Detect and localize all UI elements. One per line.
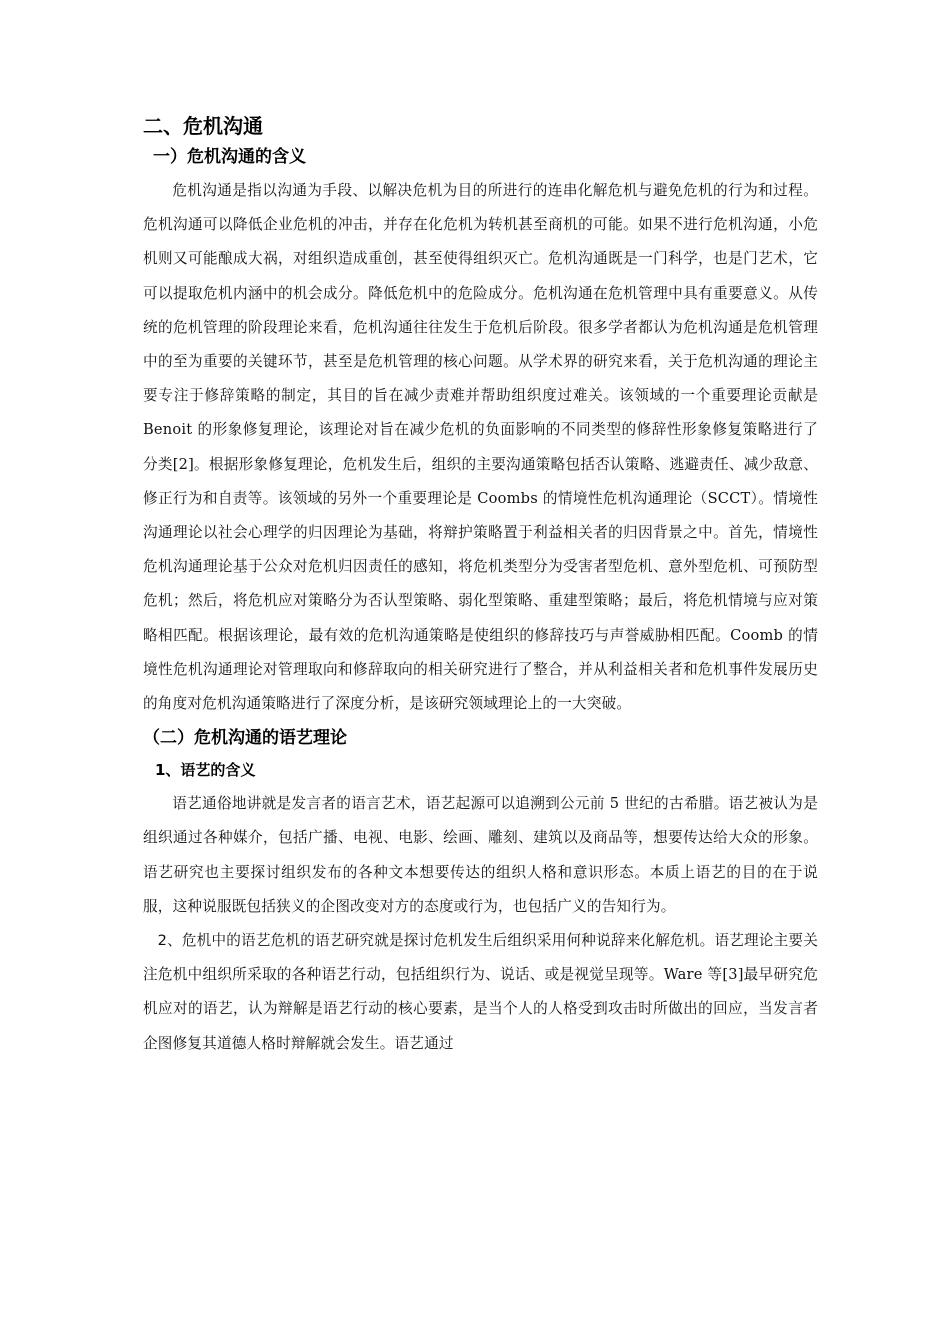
subsection-title-2: （二）危机沟通的语艺理论 (143, 728, 347, 749)
subsubsection-title-1: 1、语艺的含义 (155, 761, 256, 780)
paragraph-crisis-communication: 危机沟通是指以沟通为手段、以解决危机为目的所进行的连串化解危机与避免危机的行为和过程。危机沟通可以降低企业危机的冲击，并存在化危机为转机甚至商机的可能。如果不进行危机沟通，小危机则又可能酿成大祸，对组织造成重创，甚至使得组织灭亡。危机沟通既是一门科学，也是门艺术，它可以提取危机内涵中的机会成分。降低危机中的危险成分。危机沟通在危机管理中具有重要意义。从传统的危机管理的阶段理论来看，危机沟通往往发生于危机后阶段。很多学者都认为危机沟通是危机管理中的至为重要的关键环节，甚至是危机管理的核心问题。从学术界的研究来看，关于危机沟通的理论主要专注于修辞策略的制定，其目的旨在减少责难并帮助组织度过难关。该领域的一个重要理论贡献是 Benoit 的形象修复理论，该理论对旨在减少危机的负面影响的不同类型的修辞性形象修复策略进行了分类[2]。根据形象修复理论，危机发生后，组织的主要沟通策略包括否认策略、逃避责任、减少敌意、修正行为和自责等。该领域的另外一个重要理论是 Coombs 的情境性危机沟通理论（SCCT）。情境性沟通理论以社会心理学的归因理论为基础，将辩护策略置于利益相关者的归因背景之中。首先，情境性危机沟通理论基于公众对危机归因责任的感知，将危机类型分为受害者型危机、意外型危机、可预防型危机；然后，将危机应对策略分为否认型策略、弱化型策略、重建型策略；最后，将危机情境与应对策略相匹配。根据该理论，最有效的危机沟通策略是使组织的修辞技巧与声誉威胁相匹配。Coomb 的情境性危机沟通理论对管理取向和修辞取向的相关研究进行了整合，并从利益相关者和危机事件发展历史的角度对危机沟通策略进行了深度分析，是该研究领域理论上的一大突破。 (143, 182, 818, 713)
document-page (143, 110, 818, 1061)
paragraph-rhetoric-in-crisis-text: 危机的语艺研究就是探讨危机发生后组织采用何种说辞来化解危机。语艺理论主要关注危机中组织所采取的各种语艺行动，包括组织行为、说话、或是视觉呈现等。Ware 等[3]最早研究危机应对的语艺，认为辩解是语艺行动的核心要素，是当个人的人格受到攻击时所做出的回应，当发言者企图修复其道德人格时辩解就会发生。语艺通过 (143, 932, 819, 1052)
paragraph-rhetoric-in-crisis (143, 924, 818, 1061)
subsection-title-1: 一）危机沟通的含义 (153, 147, 306, 167)
inline-heading-rhetoric-in-crisis: 2、危机中的语艺 (157, 932, 271, 950)
section-title: 二、危机沟通 (143, 114, 263, 138)
paragraph-rhetoric-meaning: 语艺通俗地讲就是发言者的语言艺术，语艺起源可以追溯到公元前 5 世纪的古希腊。语艺被认为是组织通过各种媒介，包括广播、电视、电影、绘画、雕刻、建筑以及商品等，想要传达给大众的形象。语艺研究也主要探讨组织发布的各种文本想要传达的组织人格和意识形态。本质上语艺的目的在于说服，这种说服既包括狭义的企图改变对方的态度或行为，也包括广义的告知行为。 (143, 795, 818, 915)
